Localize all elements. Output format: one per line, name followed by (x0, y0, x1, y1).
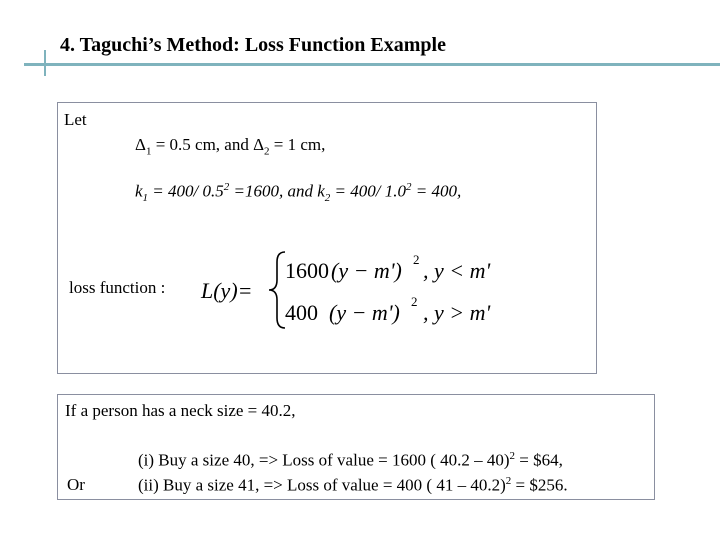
case2-coefficient: 400 (285, 300, 318, 325)
example-intro: If a person has a neck size = 40.2, (65, 401, 296, 420)
title-accent-bar (44, 50, 46, 76)
k2-sup: 2 (405, 181, 412, 193)
slide-title: 4. Taguchi’s Method: Loss Function Example (60, 34, 446, 56)
option-2-text: (ii) Buy a size 41, => Loss of value = 400 ( 41 – 40.2) (138, 475, 506, 495)
case1-expression: (y − m') (331, 258, 402, 283)
case1-coefficient: 1600 (285, 258, 329, 283)
delta2-symbol: Δ (253, 135, 265, 154)
k2-sub: 2 (324, 192, 331, 205)
option-1-result: = $64, (515, 450, 563, 470)
delta1-sub: 1 (145, 145, 152, 158)
option-1 (138, 450, 563, 471)
k1-sup: 2 (223, 181, 230, 193)
k2-result: = 400, (411, 181, 462, 201)
option-2 (138, 475, 568, 496)
case1-condition: , y < m' (423, 258, 491, 283)
k1-result: =1600, and k (229, 181, 325, 201)
loss-function-equation (197, 244, 517, 336)
loss-function-label: loss function : (69, 278, 166, 297)
case1-exponent: 2 (413, 252, 420, 267)
delta-definitions (135, 135, 325, 157)
case2-exponent: 2 (411, 294, 418, 309)
case2-expression: (y − m') (329, 300, 400, 325)
option-2-result: = $256. (511, 475, 568, 495)
case2-condition: , y > m' (423, 300, 491, 325)
option-1-text: (i) Buy a size 40, => Loss of value = 1600 ( 40.2 – 40) (138, 450, 510, 470)
k1-symbol: k (135, 181, 143, 201)
equation-lhs: L(y)= (201, 278, 253, 303)
delta1-symbol: Δ (135, 135, 146, 154)
title-underline (24, 63, 720, 66)
or-label: Or (67, 475, 85, 494)
delta1-text: = 0.5 cm, and (151, 135, 254, 154)
k1-sub: 1 (142, 192, 149, 205)
let-label: Let (64, 110, 87, 129)
k2-equation: = 400/ 1.0 (330, 181, 406, 201)
option-1-sup: 2 (509, 450, 516, 462)
k-definitions (135, 181, 461, 204)
delta2-text: = 1 cm, (269, 135, 326, 154)
delta2-sub: 2 (264, 145, 270, 158)
case-brace (269, 252, 285, 328)
k1-equation: = 400/ 0.5 (148, 181, 224, 201)
option-2-sup: 2 (505, 475, 512, 487)
